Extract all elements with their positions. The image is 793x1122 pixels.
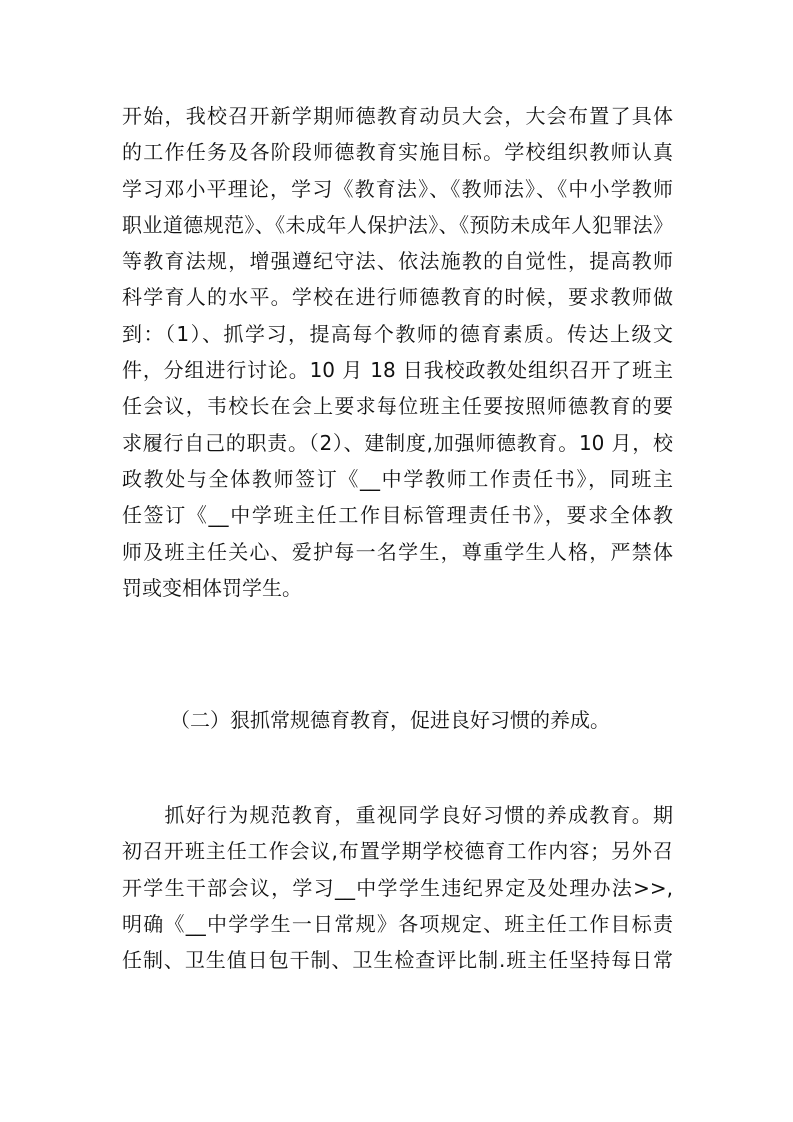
paragraph-line: 明确《__中学学生一日常规》各项规定、班主任工作目标责 xyxy=(122,911,673,936)
paragraph-line: 职业道德规范》、《未成年人保护法》、《预防未成年人犯罪法》 xyxy=(122,212,673,237)
paragraph-line: 罚或变相体罚学生。 xyxy=(122,575,302,600)
paragraph-line: 开始，我校召开新学期师德教育动员大会，大会布置了具体 xyxy=(122,104,673,128)
paragraph-line: 开学生干部会议，学习__中学学生违纪界定及处理办法>>, xyxy=(122,875,673,900)
paragraph-line: 到：（1）、抓学习，提高每个教师的德育素质。传达上级文 xyxy=(122,321,673,346)
paragraph-line: 学习邓小平理论，学习《教育法》、《教师法》、《中小学教师 xyxy=(122,176,673,201)
paragraph-line: 任会议，韦校长在会上要求每位班主任要按照师德教育的要 xyxy=(122,394,673,419)
body-paragraph-2 xyxy=(122,797,673,978)
paragraph-line: 求履行自己的职责。（2）、建制度,加强师德教育。10 月，校 xyxy=(122,430,673,455)
paragraph-line: 政教处与全体教师签订《__中学教师工作责任书》，同班主 xyxy=(122,466,673,491)
body-paragraph-1 xyxy=(122,98,673,606)
paragraph-line: 件，分组进行讨论。10 月 18 日我校政教处组织召开了班主 xyxy=(122,358,673,383)
section-heading: （二）狠抓常规德育教育，促进良好习惯的养成。 xyxy=(170,708,610,732)
paragraph-line: 任制、卫生值日包干制、卫生检查评比制.班主任坚持每日常 xyxy=(122,948,673,973)
paragraph-line: 任签订《__中学班主任工作目标管理责任书》，要求全体教 xyxy=(122,503,673,528)
paragraph-line: 师及班主任关心、爱护每一名学生，尊重学生人格，严禁体 xyxy=(122,539,673,564)
paragraph-line: 抓好行为规范教育，重视同学良好习惯的养成教育。期 xyxy=(122,803,673,827)
paragraph-line: 的工作任务及各阶段师德教育实施目标。学校组织教师认真 xyxy=(122,140,673,165)
paragraph-line: 科学育人的水平。学校在进行师德教育的时候，要求教师做 xyxy=(122,285,673,310)
paragraph-line: 等教育法规，增强遵纪守法、依法施教的自觉性，提高教师 xyxy=(122,249,673,274)
paragraph-line: 初召开班主任工作会议,布置学期学校德育工作内容；另外召 xyxy=(122,839,673,864)
